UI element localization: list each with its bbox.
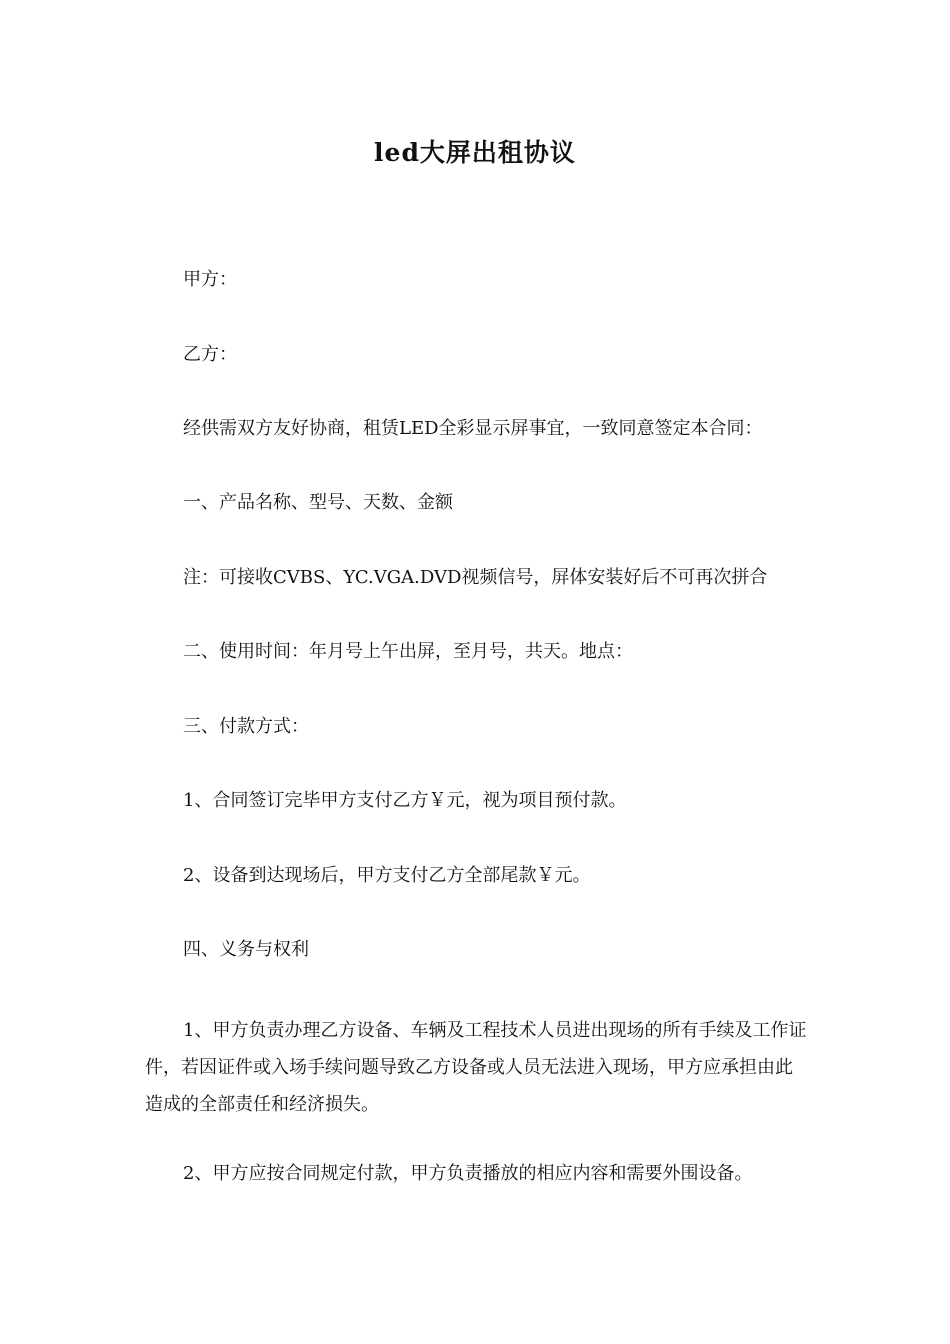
duty-clause-1: 1、甲方负责办理乙方设备、车辆及工程技术人员进出现场的所有手续及工作证件，若因证件或入场手续问题导致乙方设备或人员无法进入现场，甲方应承担由此造成的全部责任和经济损失。 bbox=[145, 1020, 807, 1115]
party-b-line: 乙方： bbox=[183, 344, 237, 365]
note-paragraph: 注：可接收CVBS、YC.VGA.DVD视频信号，屏体安装好后不可再次拼合 bbox=[183, 567, 768, 588]
section-4-heading: 四、义务与权利 bbox=[183, 939, 309, 960]
party-a-line: 甲方： bbox=[183, 269, 237, 290]
intro-paragraph: 经供需双方友好协商，租赁LED全彩显示屏事宜，一致同意签定本合同： bbox=[183, 418, 763, 439]
document-title: led大屏出租协议 bbox=[374, 138, 576, 167]
duty-clause-2: 2、甲方应按合同规定付款，甲方负责播放的相应内容和需要外围设备。 bbox=[183, 1163, 753, 1184]
section-1-heading: 一、产品名称、型号、天数、金额 bbox=[183, 492, 453, 513]
section-2-heading: 二、使用时间：年月号上午出屏，至月号，共天。地点： bbox=[183, 641, 633, 662]
payment-clause-1: 1、合同签订完毕甲方支付乙方￥元，视为项目预付款。 bbox=[183, 790, 627, 811]
payment-clause-2: 2、设备到达现场后，甲方支付乙方全部尾款￥元。 bbox=[183, 865, 591, 886]
section-3-heading: 三、付款方式： bbox=[183, 716, 309, 737]
